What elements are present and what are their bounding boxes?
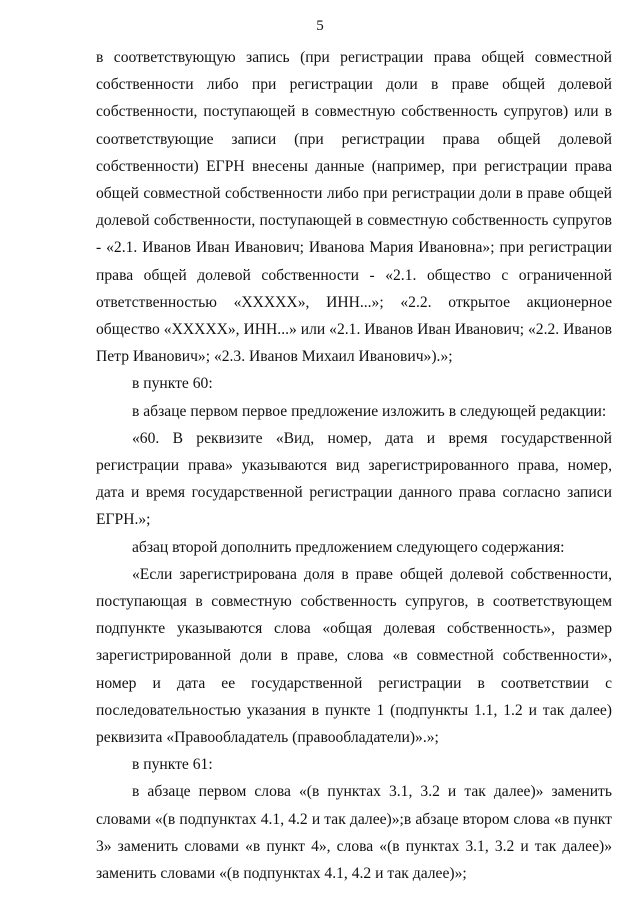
paragraph-added-sentence: «Если зарегистрирована доля в праве общей долевой собственности, поступающая в совместную собственность супругов, в соответствующем подпункте указываются слова «общая долевая собственность», размер зарегистрированной доли в праве, слова «в совместной собственности», номер и дата ее государственной регистрации в соответствии с последовательностью указания в пункте 1 (подпункты 1.1, 1.2 и так далее) реквизита «Правообладатель (правообладатели)».»; xyxy=(96,565,612,747)
paragraph-item-60-new-text: «60. В реквизите «Вид, номер, дата и время государственной регистрации права» указываются вид зарегистрированного права, номер, дата и время государственной регистрации данного права согласно записи ЕГРН.»; xyxy=(96,429,612,529)
paragraph-second-abzac-instruction: абзац второй дополнить предложением следующего содержания: xyxy=(132,538,565,556)
page-number: 5 xyxy=(316,18,324,34)
paragraph-continuation: в соответствующую запись (при регистрации права общей совместной собственности либо при регистрации доли в праве общей долевой собственности, поступающей в совместную собственность супругов) или в соответствующие записи (при регистрации права общей долевой собственности) ЕГРН внесены данные (например, при регистрации права общей совместной собственности либо при регистрации доли в праве общей долевой собственности, поступающей в совместную собственность супругов - «2.1. Иванов Иван Иванович; Иванова Мария Ивановна»; при регистрации права общей долевой собственности - «2.1. общество с ограниченной ответственностью «XXXXX», ИНН...»; «2.2. открытое акционерное общество «XXXXX», ИНН...» или «2.1. Иванов Иван Иванович; «2.2. Иванов Петр Иванович»; «2.3. Иванов Михаил Иванович»).»; xyxy=(96,49,612,366)
paragraph-item-60-instruction: в абзаце первом первое предложение изложить в следующей редакции: xyxy=(132,402,607,420)
document-body xyxy=(96,44,612,887)
paragraph-item-61-heading: в пункте 61: xyxy=(132,756,213,774)
paragraph-item-61-instruction: в абзаце первом слова «(в пунктах 3.1, 3.2 и так далее)» заменить словами «(в подпунктах 4.1, 4.2 и так далее)»;в абзаце втором слова «в пункт 3» заменить словами «в пункт 4», слова «(в пунктах 3.1, 3.2 и так далее)» заменить словами «(в подпунктах 4.1, 4.2 и так далее)»; xyxy=(96,783,612,883)
paragraph-item-60-heading: в пункте 60: xyxy=(132,375,213,393)
